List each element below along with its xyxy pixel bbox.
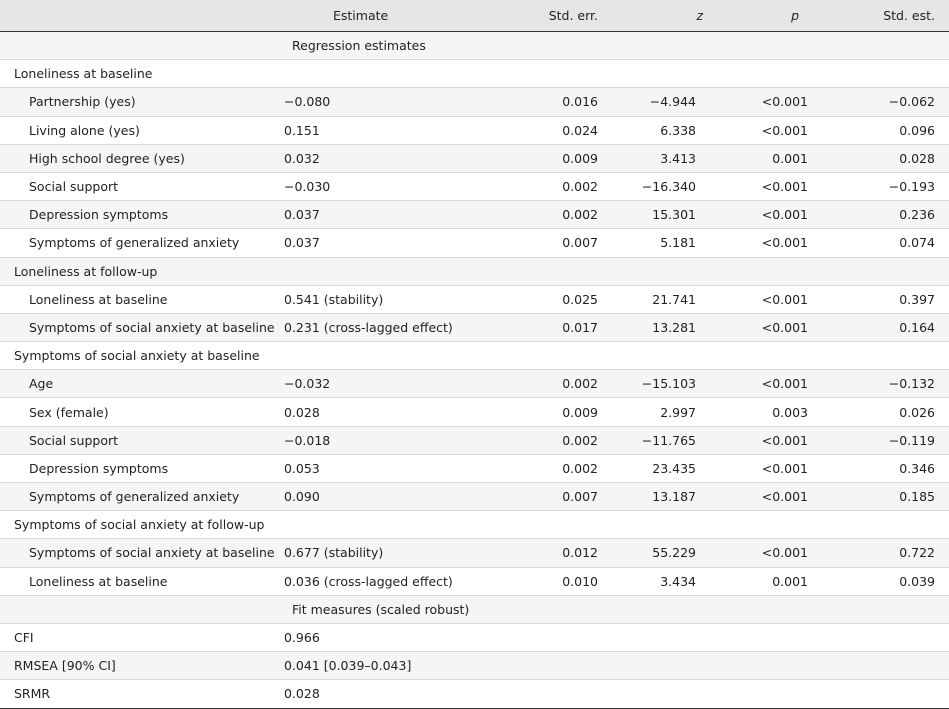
row-estimate: 0.677 (stability) <box>278 539 500 567</box>
row-z: 55.229 <box>612 539 710 567</box>
row-label: Loneliness at baseline <box>0 567 278 595</box>
table-row <box>0 398 949 426</box>
fit-label: SRMR <box>0 680 278 708</box>
row-std-err: 0.009 <box>500 144 612 172</box>
row-p: 0.001 <box>710 567 822 595</box>
row-label: Symptoms of generalized anxiety <box>0 229 278 257</box>
row-label: High school degree (yes) <box>0 144 278 172</box>
row-p: <0.001 <box>710 229 822 257</box>
group-title: Symptoms of social anxiety at follow-up <box>0 511 949 539</box>
section-row <box>0 32 949 60</box>
table-row <box>0 144 949 172</box>
row-p: 0.003 <box>710 398 822 426</box>
row-std-err: 0.009 <box>500 398 612 426</box>
row-label: Sex (female) <box>0 398 278 426</box>
row-std-est: 0.346 <box>822 454 949 482</box>
row-std-err: 0.024 <box>500 116 612 144</box>
row-std-est: −0.193 <box>822 172 949 200</box>
row-std-est: −0.119 <box>822 426 949 454</box>
row-std-err: 0.016 <box>500 88 612 116</box>
row-p: <0.001 <box>710 426 822 454</box>
group-row <box>0 342 949 370</box>
row-std-err: 0.025 <box>500 285 612 313</box>
row-z: 23.435 <box>612 454 710 482</box>
row-estimate: 0.037 <box>278 229 500 257</box>
row-std-est: −0.132 <box>822 370 949 398</box>
row-p: <0.001 <box>710 454 822 482</box>
section-title: Fit measures (scaled robust) <box>278 595 949 623</box>
row-z: 6.338 <box>612 116 710 144</box>
row-std-err: 0.002 <box>500 172 612 200</box>
row-estimate: 0.037 <box>278 201 500 229</box>
table-row <box>0 116 949 144</box>
row-p: <0.001 <box>710 88 822 116</box>
table-row <box>0 426 949 454</box>
row-label: Living alone (yes) <box>0 116 278 144</box>
table-row <box>0 370 949 398</box>
fit-row <box>0 680 949 708</box>
row-z: −4.944 <box>612 88 710 116</box>
table-row <box>0 201 949 229</box>
header-estimate: Estimate <box>278 0 500 32</box>
row-std-est: 0.026 <box>822 398 949 426</box>
row-label: Symptoms of generalized anxiety <box>0 483 278 511</box>
row-std-est: 0.039 <box>822 567 949 595</box>
row-p: <0.001 <box>710 285 822 313</box>
row-estimate: −0.080 <box>278 88 500 116</box>
row-z: 3.434 <box>612 567 710 595</box>
table-row <box>0 539 949 567</box>
row-estimate: 0.231 (cross-lagged effect) <box>278 313 500 341</box>
table-row <box>0 454 949 482</box>
group-row <box>0 60 949 88</box>
row-std-est: 0.236 <box>822 201 949 229</box>
row-label: Social support <box>0 172 278 200</box>
row-estimate: 0.090 <box>278 483 500 511</box>
header-z: z <box>612 0 710 32</box>
row-p: <0.001 <box>710 483 822 511</box>
row-estimate: −0.032 <box>278 370 500 398</box>
row-z: −11.765 <box>612 426 710 454</box>
row-label: Partnership (yes) <box>0 88 278 116</box>
row-estimate: −0.018 <box>278 426 500 454</box>
fit-label: RMSEA [90% CI] <box>0 652 278 680</box>
fit-row <box>0 652 949 680</box>
row-std-est: 0.028 <box>822 144 949 172</box>
table-row <box>0 567 949 595</box>
row-estimate: 0.053 <box>278 454 500 482</box>
row-std-est: 0.096 <box>822 116 949 144</box>
row-label: Loneliness at baseline <box>0 285 278 313</box>
row-estimate: 0.151 <box>278 116 500 144</box>
row-std-est: 0.164 <box>822 313 949 341</box>
section-row <box>0 595 949 623</box>
row-std-err: 0.002 <box>500 201 612 229</box>
row-std-err: 0.007 <box>500 483 612 511</box>
header-p: p <box>710 0 822 32</box>
row-estimate: 0.036 (cross-lagged effect) <box>278 567 500 595</box>
row-std-err: 0.012 <box>500 539 612 567</box>
row-std-est: 0.074 <box>822 229 949 257</box>
row-std-est: −0.062 <box>822 88 949 116</box>
row-label: Symptoms of social anxiety at baseline <box>0 313 278 341</box>
row-std-est: 0.722 <box>822 539 949 567</box>
row-label: Depression symptoms <box>0 454 278 482</box>
table-header <box>0 0 949 32</box>
row-std-err: 0.002 <box>500 370 612 398</box>
fit-value: 0.028 <box>278 680 949 708</box>
row-p: <0.001 <box>710 172 822 200</box>
header-blank <box>0 0 278 32</box>
row-z: 2.997 <box>612 398 710 426</box>
row-z: 5.181 <box>612 229 710 257</box>
row-p: 0.001 <box>710 144 822 172</box>
row-z: −15.103 <box>612 370 710 398</box>
row-label: Symptoms of social anxiety at baseline <box>0 539 278 567</box>
section-title: Regression estimates <box>278 32 949 60</box>
row-std-err: 0.017 <box>500 313 612 341</box>
fit-value: 0.041 [0.039–0.043] <box>278 652 949 680</box>
header-std-err: Std. err. <box>500 0 612 32</box>
table-row <box>0 229 949 257</box>
row-z: 13.187 <box>612 483 710 511</box>
fit-value: 0.966 <box>278 623 949 651</box>
row-std-err: 0.002 <box>500 454 612 482</box>
row-z: −16.340 <box>612 172 710 200</box>
row-std-err: 0.002 <box>500 426 612 454</box>
group-row <box>0 257 949 285</box>
row-p: <0.001 <box>710 313 822 341</box>
table-row <box>0 88 949 116</box>
table-row <box>0 483 949 511</box>
row-p: <0.001 <box>710 539 822 567</box>
row-std-err: 0.007 <box>500 229 612 257</box>
table-row <box>0 313 949 341</box>
row-z: 15.301 <box>612 201 710 229</box>
table-row <box>0 285 949 313</box>
row-std-err: 0.010 <box>500 567 612 595</box>
row-p: <0.001 <box>710 370 822 398</box>
row-p: <0.001 <box>710 116 822 144</box>
row-estimate: 0.032 <box>278 144 500 172</box>
row-z: 3.413 <box>612 144 710 172</box>
row-p: <0.001 <box>710 201 822 229</box>
row-std-est: 0.185 <box>822 483 949 511</box>
row-estimate: 0.541 (stability) <box>278 285 500 313</box>
row-estimate: −0.030 <box>278 172 500 200</box>
row-label: Depression symptoms <box>0 201 278 229</box>
group-title: Loneliness at baseline <box>0 60 949 88</box>
header-std-est: Std. est. <box>822 0 949 32</box>
table-row <box>0 172 949 200</box>
group-title: Symptoms of social anxiety at baseline <box>0 342 949 370</box>
group-title: Loneliness at follow-up <box>0 257 949 285</box>
row-z: 21.741 <box>612 285 710 313</box>
row-z: 13.281 <box>612 313 710 341</box>
fit-row <box>0 623 949 651</box>
row-label: Age <box>0 370 278 398</box>
group-row <box>0 511 949 539</box>
row-label: Social support <box>0 426 278 454</box>
row-estimate: 0.028 <box>278 398 500 426</box>
row-std-est: 0.397 <box>822 285 949 313</box>
fit-label: CFI <box>0 623 278 651</box>
